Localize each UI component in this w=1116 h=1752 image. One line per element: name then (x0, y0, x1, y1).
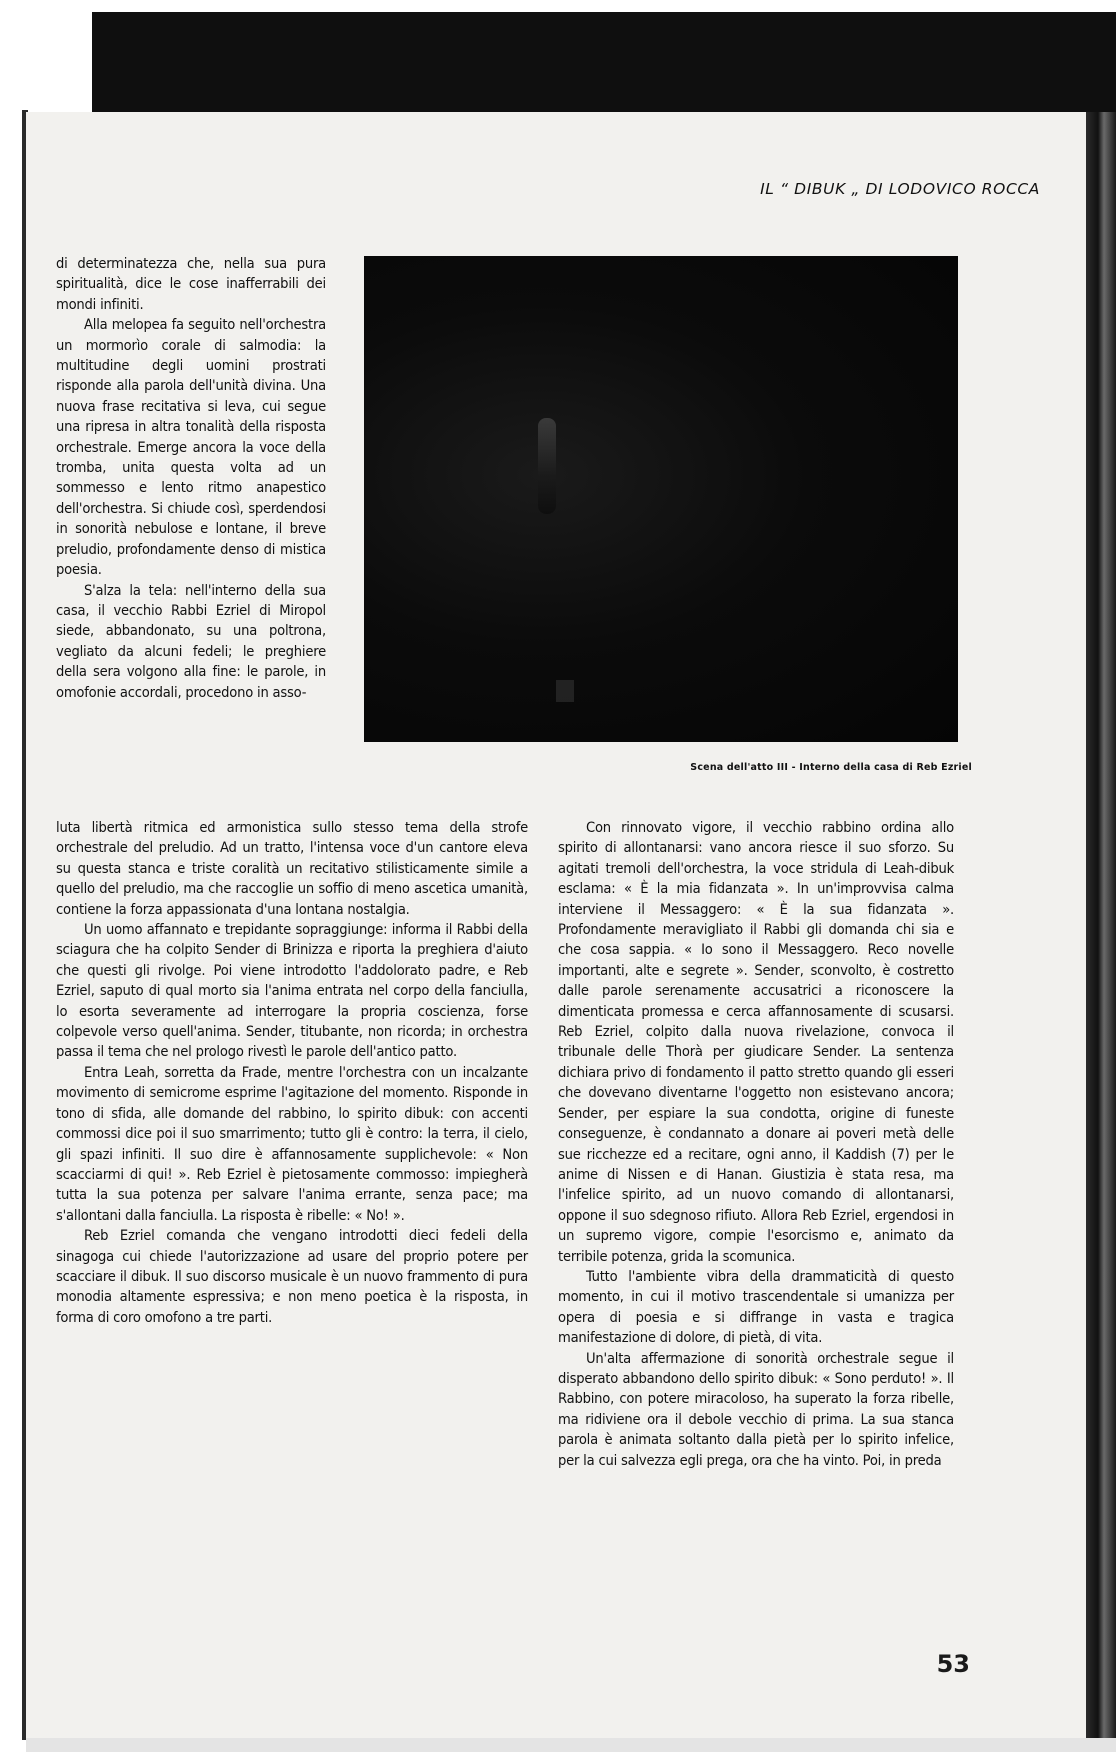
paragraph: Con rinnovato vigore, il vecchio rabbino ordina allo spirito di allontanarsi: vano ancora riesce il suo sforzo. Su agitati tremoli dell'orchestra, la voce stridula di Leah-dibuk esclama: « È la mia fidanzata ». In un'improvvisa calma interviene il Messaggero: « È la sua fidanzata ». Profondamente meravigliato il Rabbi gli domanda chi sia e che cosa sappia. « Io sono il Messaggero. Reco novelle importanti, alte e segrete ». Sender, sconvolto, è costretto dalle parole serenamente accusatrici a riconoscere la dimenticata promessa e cerca affannosamente di scusarsi. Reb Ezriel, colpito dalla nuova rivelazione, convoca il tribunale delle Thorà per giudicare Sender. La sentenza dichiara privo di fondamento il patto stretto quando gli esseri che dovevano diventarne l'oggetto non esistevano ancora; Sender, per espiare la sua condotta, origine di funeste conseguenze, è condannato a donare ai poveri metà delle sue ricchezze ed a recitare, ogni anno, il Kaddish (7) per le anime di Nissen e di Hanan. Giustizia è stata resa, ma l'infelice spirito, ad un nuovo comando di allontanarsi, oppone il suo sdegnoso rifiuto. Allora Reb Ezriel, ergendosi in un supremo vigore, compie l'esorcismo e, animato da terribile potenza, grida la scomunica. (558, 819, 954, 1265)
paragraph: luta libertà ritmica ed armonistica sullo stesso tema della strofe orchestrale del preludio. Ad un tratto, l'intensa voce d'un cantore eleva su questa stanca e triste coralità un recitativo stilisticamente simile a quello del preludio, ma che raccoglie un soffio di meno ascetica umanità, contiene la forza appassionata d'una lontana nostalgia. (56, 819, 528, 918)
scan-bottom-edge (26, 1738, 1116, 1752)
photo-highlight (538, 418, 556, 514)
paragraph: di determinatezza che, nella sua pura spiritualità, dice le cose inafferrabili dei mondi infiniti. (56, 255, 326, 313)
photo-caption: Scena dell'atto III - Interno della casa di Reb Ezriel (690, 762, 972, 773)
paragraph: S'alza la tela: nell'interno della sua casa, il vecchio Rabbi Ezriel di Miropol siede, abbandonato, su una poltrona, vegliato da alcuni fedeli; le preghiere della sera volgono alla fine: le parole, in omofonie accordali, procedono in asso- (56, 581, 326, 701)
paragraph: Un'alta affermazione di sonorità orchestrale segue il disperato abbandono dello spirito dibuk: « Sono perduto! ». Il Rabbino, con potere miracoloso, ha superato la forza ribelle, ma ridiviene ora il debole vecchio di prima. La sua stanca parola è animata soltanto dalla pietà per lo spirito infelice, per la cui salvezza egli prega, ora che ha vinto. Poi, in preda (558, 1349, 954, 1469)
paragraph: Reb Ezriel comanda che vengano introdotti dieci fedeli della sinagoga cui chiede l'autorizzazione ad usare del proprio potere per scacciare il dibuk. Il suo discorso musicale è un nuovo frammento di pura monodia altamente espressiva; e non meno poetica è la risposta, in forma di coro omofono a tre parti. (56, 1227, 528, 1326)
paragraph: Alla melopea fa seguito nell'orchestra un mormorìo corale di salmodia: la multitudine degli uomini prostrati risponde alla parola dell'unità divina. Una nuova frase recitativa si leva, cui segue una ripresa in altra tonalità della risposta orchestrale. Emerge ancora la voce della tromba, unita questa volta ad un sommesso e lento ritmo anapestico dell'orchestra. Si chiude così, sperdendosi in sonorità nebulose e lontane, il breve preludio, profondamente denso di mistica poesia. (56, 316, 326, 579)
stage-photograph (364, 256, 958, 742)
paragraph: Entra Leah, sorretta da Frade, mentre l'orchestra con un incalzante movimento di semicrome esprime l'agitazione del momento. Risponde in tono di sfida, alle domande del rabbino, lo spirito dibuk: con accenti commossi dice poi il suo smarrimento; tutto gli è contro: la terra, il cielo, gli spazi infiniti. Il suo dire è affannosamente supplichevole: « Non scacciarmi di qui! ». Reb Ezriel è pietosamente commosso: impiegherà tutta la sua potenza per salvare l'anima errante, senza pace; ma s'allontani dalla fanciulla. La risposta è ribelle: « No! ». (56, 1063, 528, 1224)
scan-right-edge (1086, 112, 1116, 1752)
left-column-top (56, 254, 326, 703)
scan-left-margin (0, 0, 24, 1752)
photo-highlight (556, 680, 574, 702)
page-number: 53 (936, 1650, 970, 1678)
running-head: IL “ DIBUK „ DI LODOVICO ROCCA (760, 180, 1040, 198)
paragraph: Un uomo affannato e trepidante sopraggiunge: informa il Rabbi della sciagura che ha colpito Sender di Brinizza e riporta la preghiera d'aiuto che questi gli rivolge. Poi viene introdotto l'addolorato padre, e Reb Ezriel, saputo di qual morto sia l'anima entrata nel corpo della fanciulla, lo esorta severamente ad interrogare la propria coscienza, forse colpevole verso quell'anima. Sender, titubante, non ricorda; in orchestra passa il tema che nel prologo rivestì le parole dell'antico patto. (56, 921, 528, 1061)
right-column (558, 818, 954, 1471)
left-column-bottom (56, 818, 528, 1328)
paragraph: Tutto l'ambiente vibra della drammaticità di questo momento, in cui il motivo trascendentale si umanizza per opera di poesia e si diffrange in vasta e tragica manifestazione di dolore, di pietà, di vita. (558, 1267, 954, 1347)
